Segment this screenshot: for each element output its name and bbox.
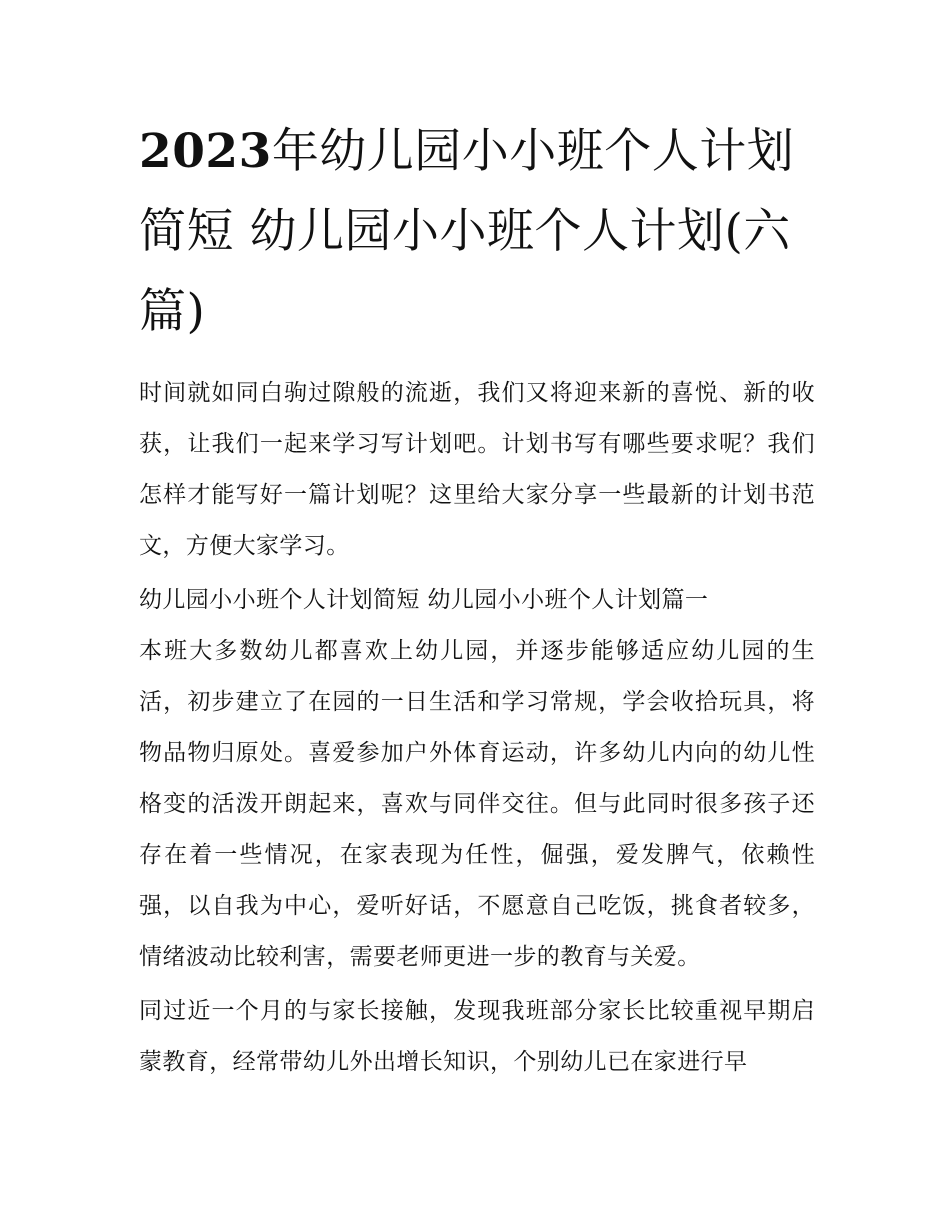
document-page bbox=[139, 112, 815, 1088]
section-heading: 幼儿园小小班个人计划简短 幼儿园小小班个人计划篇一 bbox=[139, 587, 709, 613]
document-title bbox=[139, 112, 815, 352]
title-text: 年幼儿园小小班个人计划简短 幼儿园小小班个人计划(六篇) bbox=[139, 124, 795, 339]
body-paragraph-2: 同过近一个月的与家长接触，发现我班部分家长比较重视早期启蒙教育，经常带幼儿外出增长知识，个别幼儿已在家进行早 bbox=[139, 998, 815, 1075]
body-paragraph-1: 本班大多数幼儿都喜欢上幼儿园，并逐步能够适应幼儿园的生活，初步建立了在园的一日生活和学习常规，学会收拾玩具，将物品物归原处。喜爱参加户外体育运动，许多幼儿内向的幼儿性格变的活泼开朗起来，喜欢与同伴交往。但与此同时很多孩子还存在着一些情况，在家表现为任性，倔强，爱发脾气，依赖性强，以自我为中心，爱听好话，不愿意自己吃饭，挑食者较多，情绪波动比较利害，需要老师更进一步的教育与关爱。 bbox=[139, 638, 815, 970]
title-year: 2023 bbox=[139, 124, 272, 179]
intro-paragraph: 时间就如同白驹过隙般的流逝，我们又将迎来新的喜悦、新的收获，让我们一起来学习写计划吧。计划书写有哪些要求呢？我们怎样才能写好一篇计划呢？这里给大家分享一些最新的计划书范文，方便大家学习。 bbox=[139, 380, 815, 559]
